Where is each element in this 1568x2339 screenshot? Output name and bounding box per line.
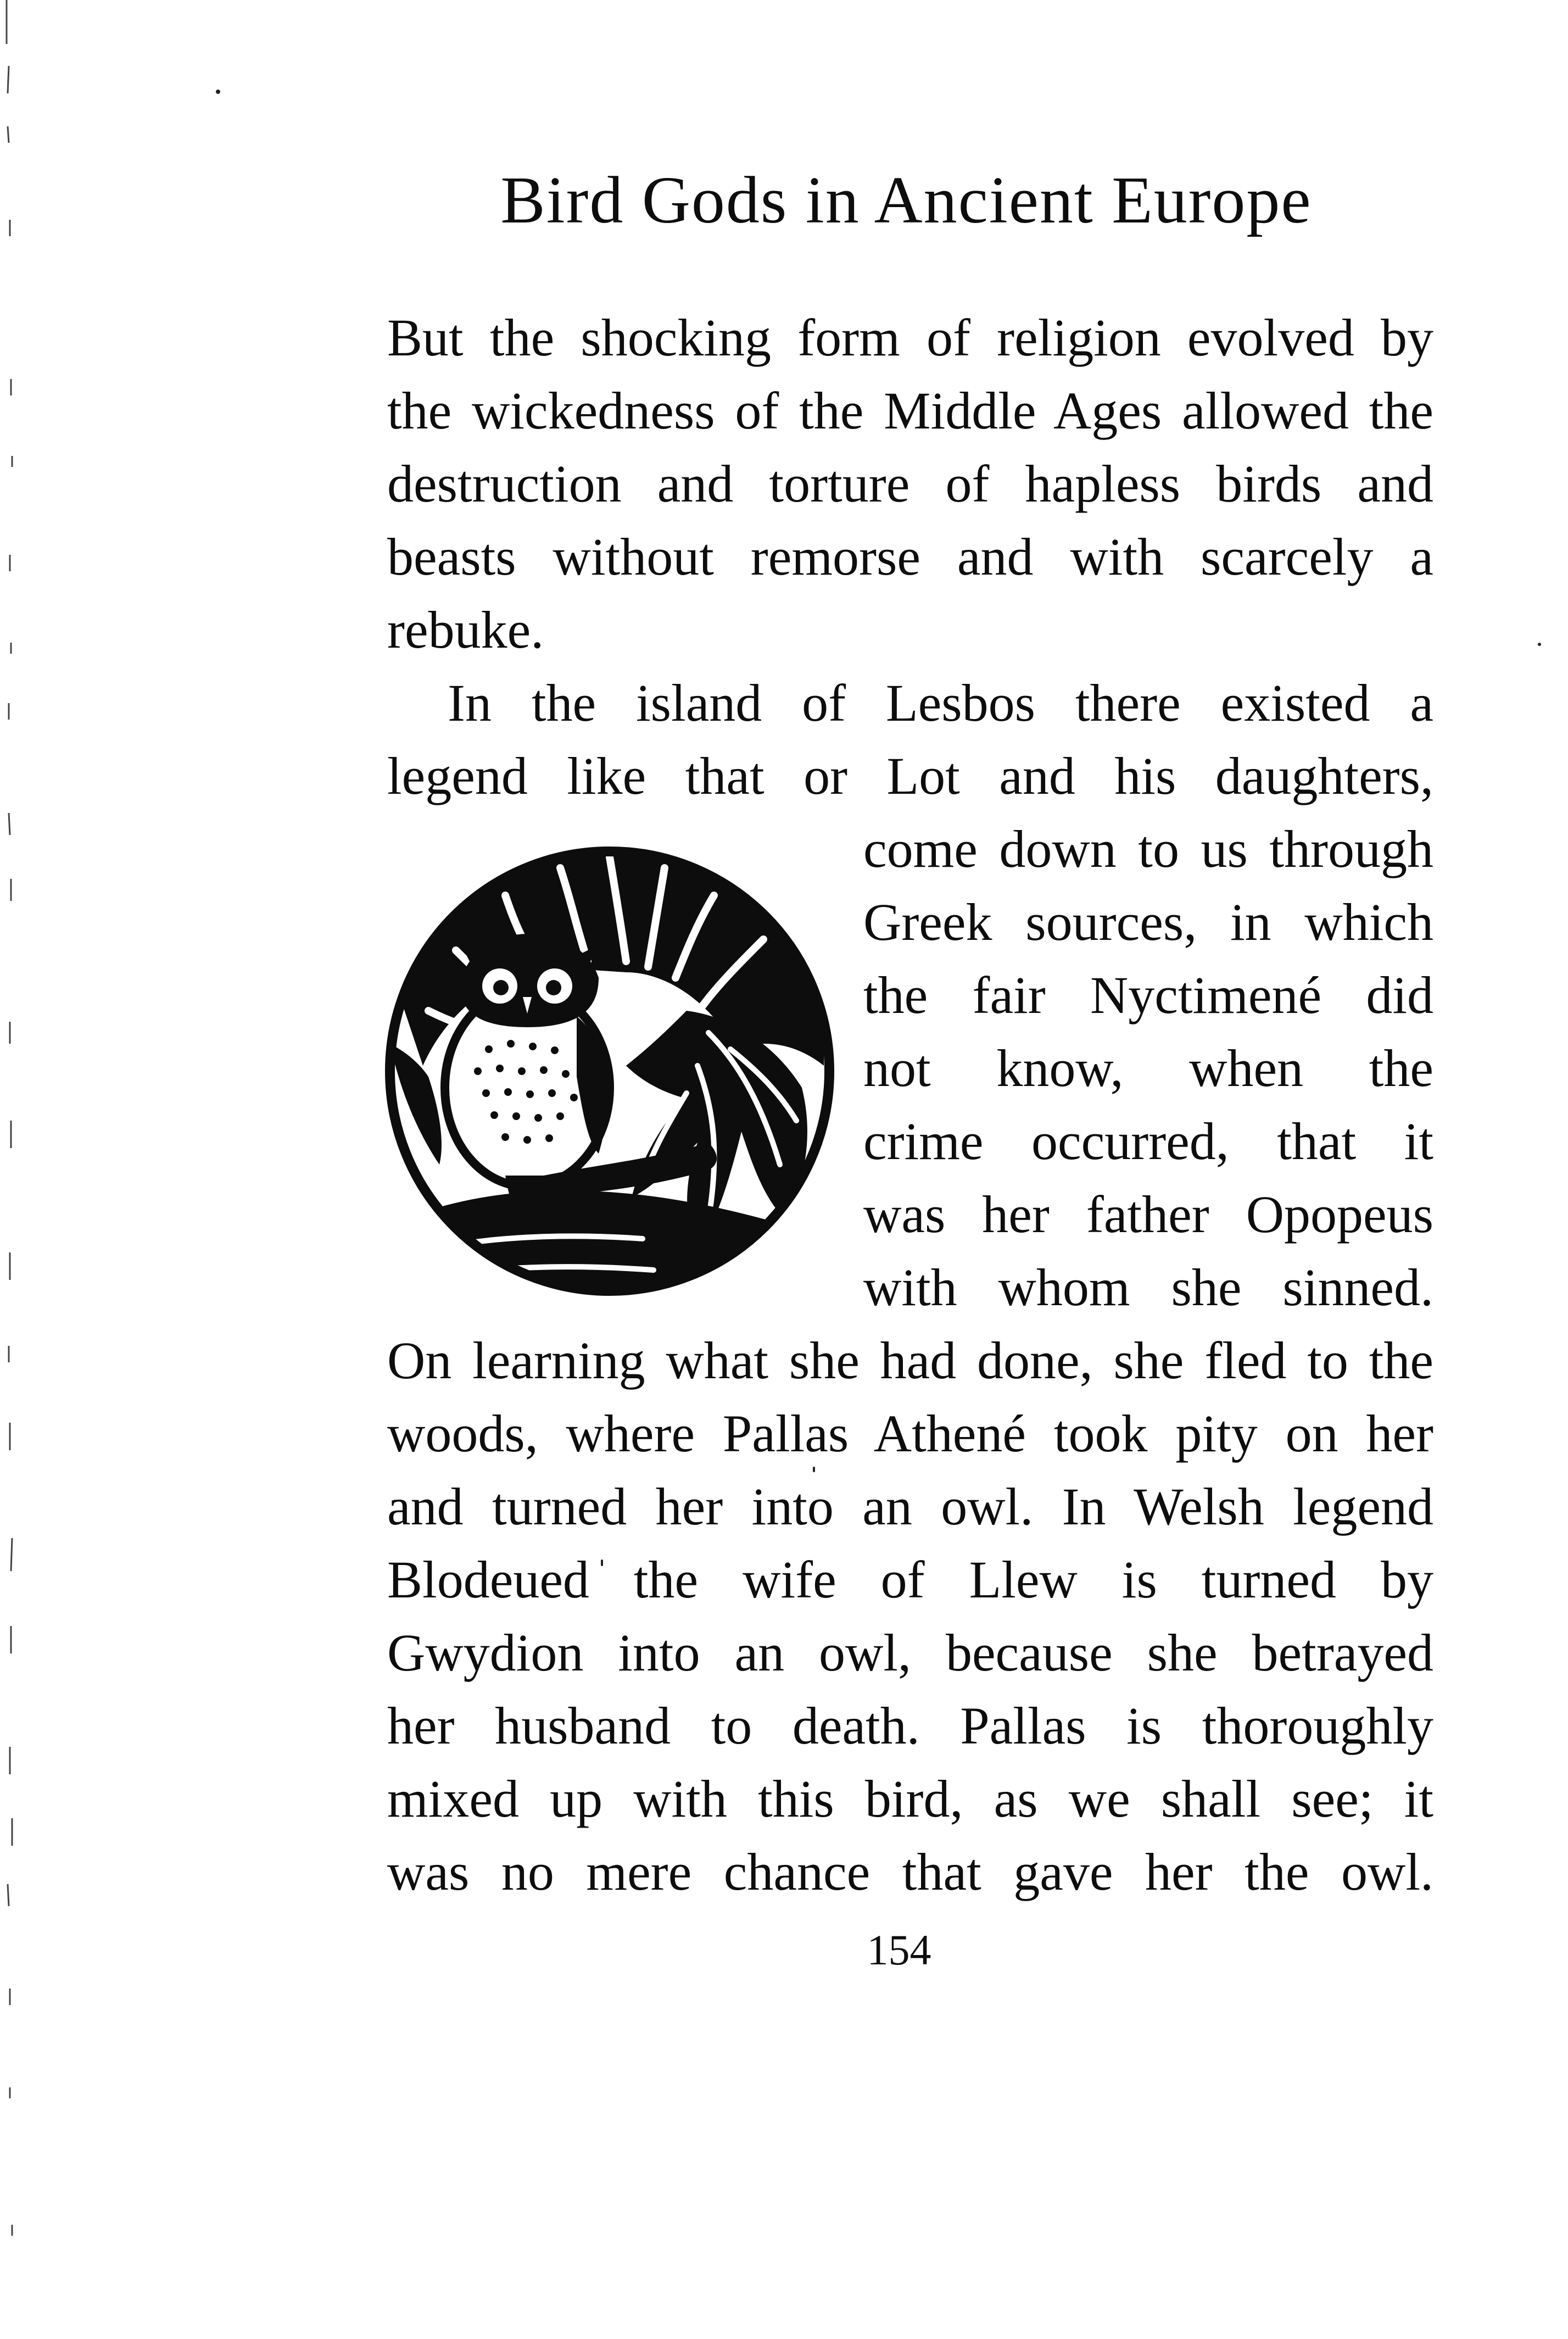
- text-line: the wickedness of the Middle Ages allowed the: [387, 381, 1433, 440]
- text-line: and turned her into an owl. In Welsh legend: [387, 1477, 1433, 1536]
- text-line: legend like that or Lot and his daughters,: [387, 747, 1433, 805]
- page-number: 154: [867, 1926, 931, 1974]
- text-line: not know, when the: [863, 1039, 1433, 1098]
- text-line: rebuke.: [387, 600, 544, 659]
- text-line: beasts without remorse and with scarcely a: [387, 527, 1433, 586]
- owl-on-branch-woodcut-icon: [379, 835, 840, 1302]
- text-line: the fair Nyctimené did: [863, 966, 1433, 1024]
- gutter-edge-marks: [0, 0, 33, 2339]
- text-line: come down to us through: [863, 820, 1433, 878]
- text-line: was her father Opopeus: [863, 1185, 1433, 1244]
- text-line: Gwydion into an owl, because she betrayed: [387, 1623, 1433, 1682]
- text-line: crime occurred, that it: [863, 1112, 1433, 1171]
- text-line: But the shocking form of religion evolved by: [387, 308, 1433, 367]
- text-line: her husband to death. Pallas is thoroughly: [387, 1696, 1433, 1755]
- text-line: Greek sources, in which: [863, 893, 1433, 951]
- text-line: destruction and torture of hapless birds and: [387, 454, 1433, 513]
- text-line: mixed up with this bird, as we shall see; it: [387, 1769, 1433, 1828]
- scan-speck: [216, 90, 220, 94]
- text-line: with whom she sinned.: [863, 1258, 1433, 1317]
- text-line: In the island of Lesbos there existed a: [448, 673, 1433, 732]
- text-line: was no mere chance that gave her the owl.: [387, 1842, 1433, 1901]
- text-line: Blodeued the wife of Llew is turned by: [387, 1550, 1433, 1609]
- running-title: Bird Gods in Ancient Europe: [500, 163, 1312, 237]
- text-line: On learning what she had done, she fled to the: [387, 1331, 1433, 1390]
- text-line: woods, where Pallas Athené took pity on her: [387, 1404, 1433, 1463]
- scan-speck: [1538, 643, 1541, 646]
